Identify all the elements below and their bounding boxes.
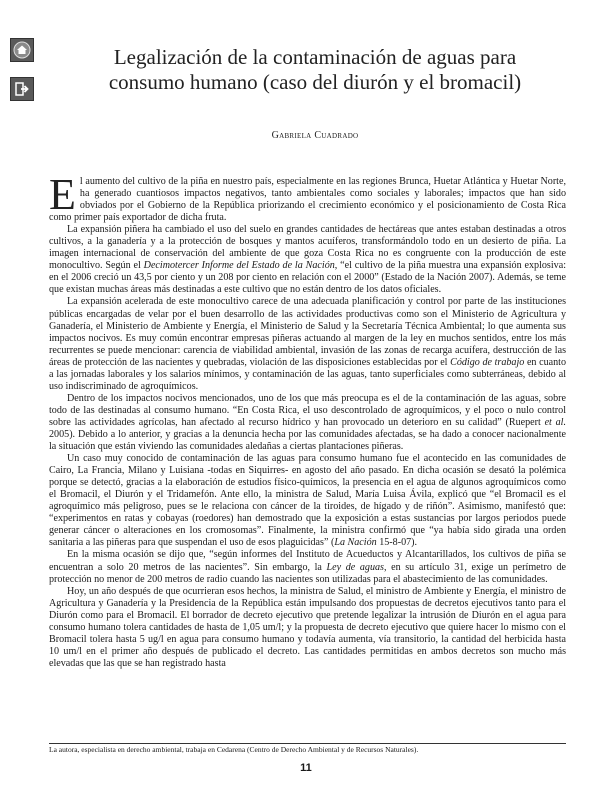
paragraph-1 (49, 170, 566, 224)
page-title (60, 45, 570, 95)
exit-arrow-icon (11, 78, 33, 100)
drop-cap: E (49, 170, 76, 219)
paragraph-4-text-a: Dentro de los impactos nocivos mencionados, uno de los que más preocupa es el de la contaminación de las aguas, sobre todo de las destinadas al consumo humano. “En Costa Rica, el uso descontrolado de agroquímicos, y el poco o nulo control sobre las actividades agrícolas, han afectado al recurso hídrico y han provocado un deterioro en su calidad” (Ruepert (49, 392, 566, 428)
paragraph-6-text-a: En la misma ocasión se dijo que, “según informes del Instituto de Acueductos y Alcantarillados, los cultivos de piña se encuentran a solo 20 metros de las nacientes”. Sin embargo, la (49, 549, 566, 573)
paragraph-3-text-b: en cuanto a las jornadas laborales y los salarios mínimos, y contaminación de las aguas, tanto superficiales como subterráneas, debido al uso indiscriminado de agroquímicos. (49, 356, 566, 392)
paragraph-5-text-b: 15-8-07). (376, 537, 418, 549)
paragraph-3 (49, 296, 566, 392)
title-line-2: consumo humano (caso del diurón y el bromacil) (108, 70, 522, 94)
title-line-1: Legalización de la contaminación de aguas para (113, 45, 517, 69)
paragraph-6 (49, 549, 566, 585)
page-number: 11 (300, 762, 312, 774)
citation-etal: et al. (544, 416, 566, 428)
newspaper-title: La Nación (334, 537, 377, 549)
home-icon (11, 39, 33, 61)
home-button[interactable] (10, 38, 34, 62)
paragraph-5-text-a: Un caso muy conocido de contaminación de las aguas para consumo humano fue el acontecido en las comunidades de Cairo, La Francia, Milano y Luisiana -todas en Siquirres- en agosto del año pasado. En dicha ocasión se desató la polémica porque se detectó, gracias a la elaboración de estudios físico-químicos, la presencia en el agua de algunos agroquímicos como el Bromacil, el Diurón y el Tridamefón. Ante ello, la ministra de Salud, María Luisa Ávila, explicó que “el Bromacil es el agroquímico más peligroso, pues se le relaciona con cáncer de la tiroides, de hígado y de riñón”. Asimismo, manifestó que: “experimentos en ratas y cobayas (roedores) han demostrado que la exposición a estas sustancias por largos periodos puede generar cáncer o alteraciones en los cromosomas”. Finalmente, la ministra confirmó que “ya había sido girada una orden sanitaria a las piñeras para que suspendan el uso de esos plaguicidas” ( (49, 453, 566, 549)
paragraph-5 (49, 453, 566, 549)
footnote-divider (49, 743, 566, 744)
article-body (49, 170, 567, 670)
paragraph-2-text-b: , “el cultivo de la piña muestra una expansión explosiva: en el 2006 creció un 43,5 por ciento y un 208 por ciento en relación con el 2000” (Estado de la Nación 2007). Además, se teme que existan muchas áreas más destinadas a este cultivo que no están dentro de los datos oficiales. (49, 260, 566, 296)
report-title: Decimotercer Informe del Estado de la Nación (143, 260, 335, 272)
paragraph-4 (49, 393, 566, 453)
paragraph-2-text-a: La expansión piñera ha cambiado el uso del suelo en grandes cantidades de hectáreas que antes estaban destinadas a otros cultivos, a la ganadería y a la protección de bosques y mantos acuíferos, transformándolo todo en un desierto de piña. La imagen internacional de conservación del ambiente de que goza Costa Rica no es congruente con la producción de este monocultivo. Según el (49, 224, 566, 272)
paragraph-3-text-a: La expansión acelerada de este monocultivo carece de una adecuada planificación y control por parte de las instituciones públicas encargadas de velar por el buen desarrollo de las actividades productivas como son el Ministerio de Agricultura y Ganadería, el Ministerio de Ambiente y Energía, el Ministerio de Salud y la Secretaría Técnica Ambiental; lo que aumenta sus impactos nocivos. Es muy común encontrar empresas piñeras actuando al margen de la ley en muchos sentidos, entre los más recurrentes se puede mencionar: carencia de viabilidad ambiental, invasión de las zonas de recarga acuífera, destrucción de las áreas de protección de las nacientes y quebradas, violación de las disposiciones establecidas por el (49, 296, 566, 368)
paragraph-7: Hoy, un año después de que ocurrieran esos hechos, la ministra de Salud, el ministro de Ambiente y Energía, el ministro de Agricultura y Ganadería y la Presidencia de la República están impulsando dos propuestas de decretos ejecutivos tanto para el Diurón como para el Bromacil. El borrador de decreto ejecutivo que pretende legalizar la intrusión de Diurón en el agua para consumo humano tolera cantidades de hasta de 1,05 um/l; y la propuesta de decreto ejecutivo que quiere hacer lo mismo con el Bromacil tolera hasta 5 ug/l en agua para consumo humano y todavía aumenta, vía transitorio, la cantidad del herbicida hasta 10 um/l en el primer año después de publicado el decreto. Las cantidades permitidas en ambos decretos son mucho más elevadas que las que se han registrado hasta (49, 585, 566, 669)
paragraph-2 (49, 224, 566, 296)
paragraph-6-text-b: , en su artículo 31, exige un perímetro de protección no menor de 200 metros de radio cuando las nacientes son utilizadas para el abastecimiento de las comunidades. (49, 561, 567, 585)
code-title: Código de trabajo (450, 356, 525, 368)
exit-button[interactable] (10, 77, 34, 101)
paragraph-4-text-b: 2005). Debido a lo anterior, y gracias a la denuncia hecha por las comunidades afectadas, se ha dado a conocer nacionalmente la situación que están viviendo las comunidades aledañas a ciertas plantaciones piñeras. (49, 428, 566, 453)
paragraph-1-text: l aumento del cultivo de la piña en nuestro país, especialmente en las regiones Brunca, Huetar Atlántica y Huetar Norte, ha generado cuantiosos impactos negativos, tanto ambientales como sociales y laborales; impactos que han sido obviados por el Gobierno de la República priorizando el crecimiento económico y el posicionamiento de Costa Rica como primer país exportador de dicha fruta. (49, 176, 566, 224)
footnote: La autora, especialista en derecho ambiental, trabaja en Cedarena (Centro de Derecho Ambiental y de Recursos Naturales). (49, 745, 419, 754)
law-title: Ley de aguas (326, 561, 384, 573)
author-name: Gabriela Cuadrado (271, 130, 359, 141)
